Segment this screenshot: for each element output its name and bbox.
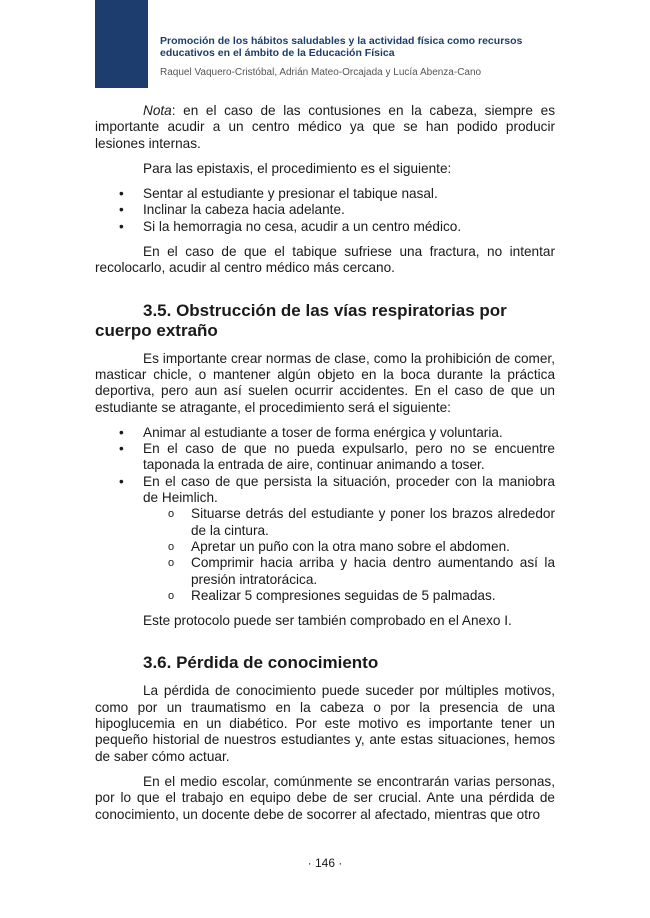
consciousness-paragraph-2: En el medio escolar, comúnmente se encontrarán varias personas, por lo que el trabajo en equipo debe de ser crucial. Ante una pérdida de conocimiento, un docente debe de socorrer al afectado, mientras que otro	[95, 773, 555, 822]
header-color-block	[95, 0, 148, 88]
book-authors: Raquel Vaquero-Cristóbal, Adrián Mateo-Orcajada y Lucía Abenza-Cano	[160, 67, 482, 78]
note-text: : en el caso de las contusiones en la cabeza, siempre es importante acudir a un centro médico ya que se han podido producir lesiones internas.	[95, 103, 555, 151]
list-item: • Animar al estudiante a toser de forma enérgica y voluntaria.	[95, 425, 555, 441]
obstruction-intro: Es importante crear normas de clase, como la prohibición de comer, masticar chicle, o mantener algún objeto en la boca durante la práctica deportiva, pero aun así suelen ocurrir accidentes. En el caso de que un estudiante se atragante, el procedimiento será el siguiente:	[95, 350, 555, 415]
sub-list-item: o Situarse detrás del estudiante y poner los brazos alrededor de la cintura.	[143, 506, 555, 539]
note-label: Nota	[143, 103, 172, 118]
sub-list-item: o Comprimir hacia arriba y hacia dentro aumentando así la presión intratorácica.	[143, 555, 555, 588]
list-item: • Si la hemorragia no cesa, acudir a un centro médico.	[95, 219, 555, 235]
fracture-paragraph: En el caso de que el tabique sufriese una fractura, no intentar recolocarlo, acudir al centro médico más cercano.	[95, 244, 555, 276]
protocol-paragraph: Este protocolo puede ser también comprobado en el Anexo I.	[143, 613, 512, 629]
consciousness-paragraph-1: La pérdida de conocimiento puede suceder por múltiples motivos, como por un traumatismo en la cabeza o por la presencia de una hipoglucemia en un diabético. Por este motivo es importante tener un pequeño historial de nuestros estudiantes y, ante estas situaciones, hemos de saber cómo actuar.	[95, 683, 555, 764]
section-heading-3-6: 3.6. Pérdida de conocimiento	[143, 653, 379, 673]
list-item: • Inclinar la cabeza hacia adelante.	[95, 202, 555, 218]
list-item	[95, 474, 555, 604]
sub-list-item: o Realizar 5 compresiones seguidas de 5 palmadas.	[143, 588, 555, 604]
obstruction-steps-list	[95, 425, 555, 604]
sub-list-item: o Apretar un puño con la otra mano sobre el abdomen.	[143, 539, 555, 555]
note-paragraph	[95, 103, 555, 152]
list-item: • En el caso de que no pueda expulsarlo, pero no se encuentre taponada la entrada de aire, continuar animando a toser.	[95, 441, 555, 474]
heimlich-steps-list	[143, 506, 555, 604]
list-item: • Sentar al estudiante y presionar el tabique nasal.	[95, 186, 555, 202]
epistaxis-intro: Para las epistaxis, el procedimiento es el siguiente:	[143, 160, 452, 176]
page-content	[95, 103, 555, 832]
book-title: Promoción de los hábitos saludables y la actividad física como recursos educativos en el ámbito de la Educación Física	[160, 35, 523, 59]
section-heading-3-5: 3.5. Obstrucción de las vías respiratorias por cuerpo extraño	[95, 300, 507, 340]
epistaxis-steps-list	[95, 186, 555, 235]
list-item-text: En el caso de que persista la situación, proceder con la maniobra de Heimlich.	[143, 473, 555, 506]
page-number: · 146 ·	[307, 856, 343, 870]
